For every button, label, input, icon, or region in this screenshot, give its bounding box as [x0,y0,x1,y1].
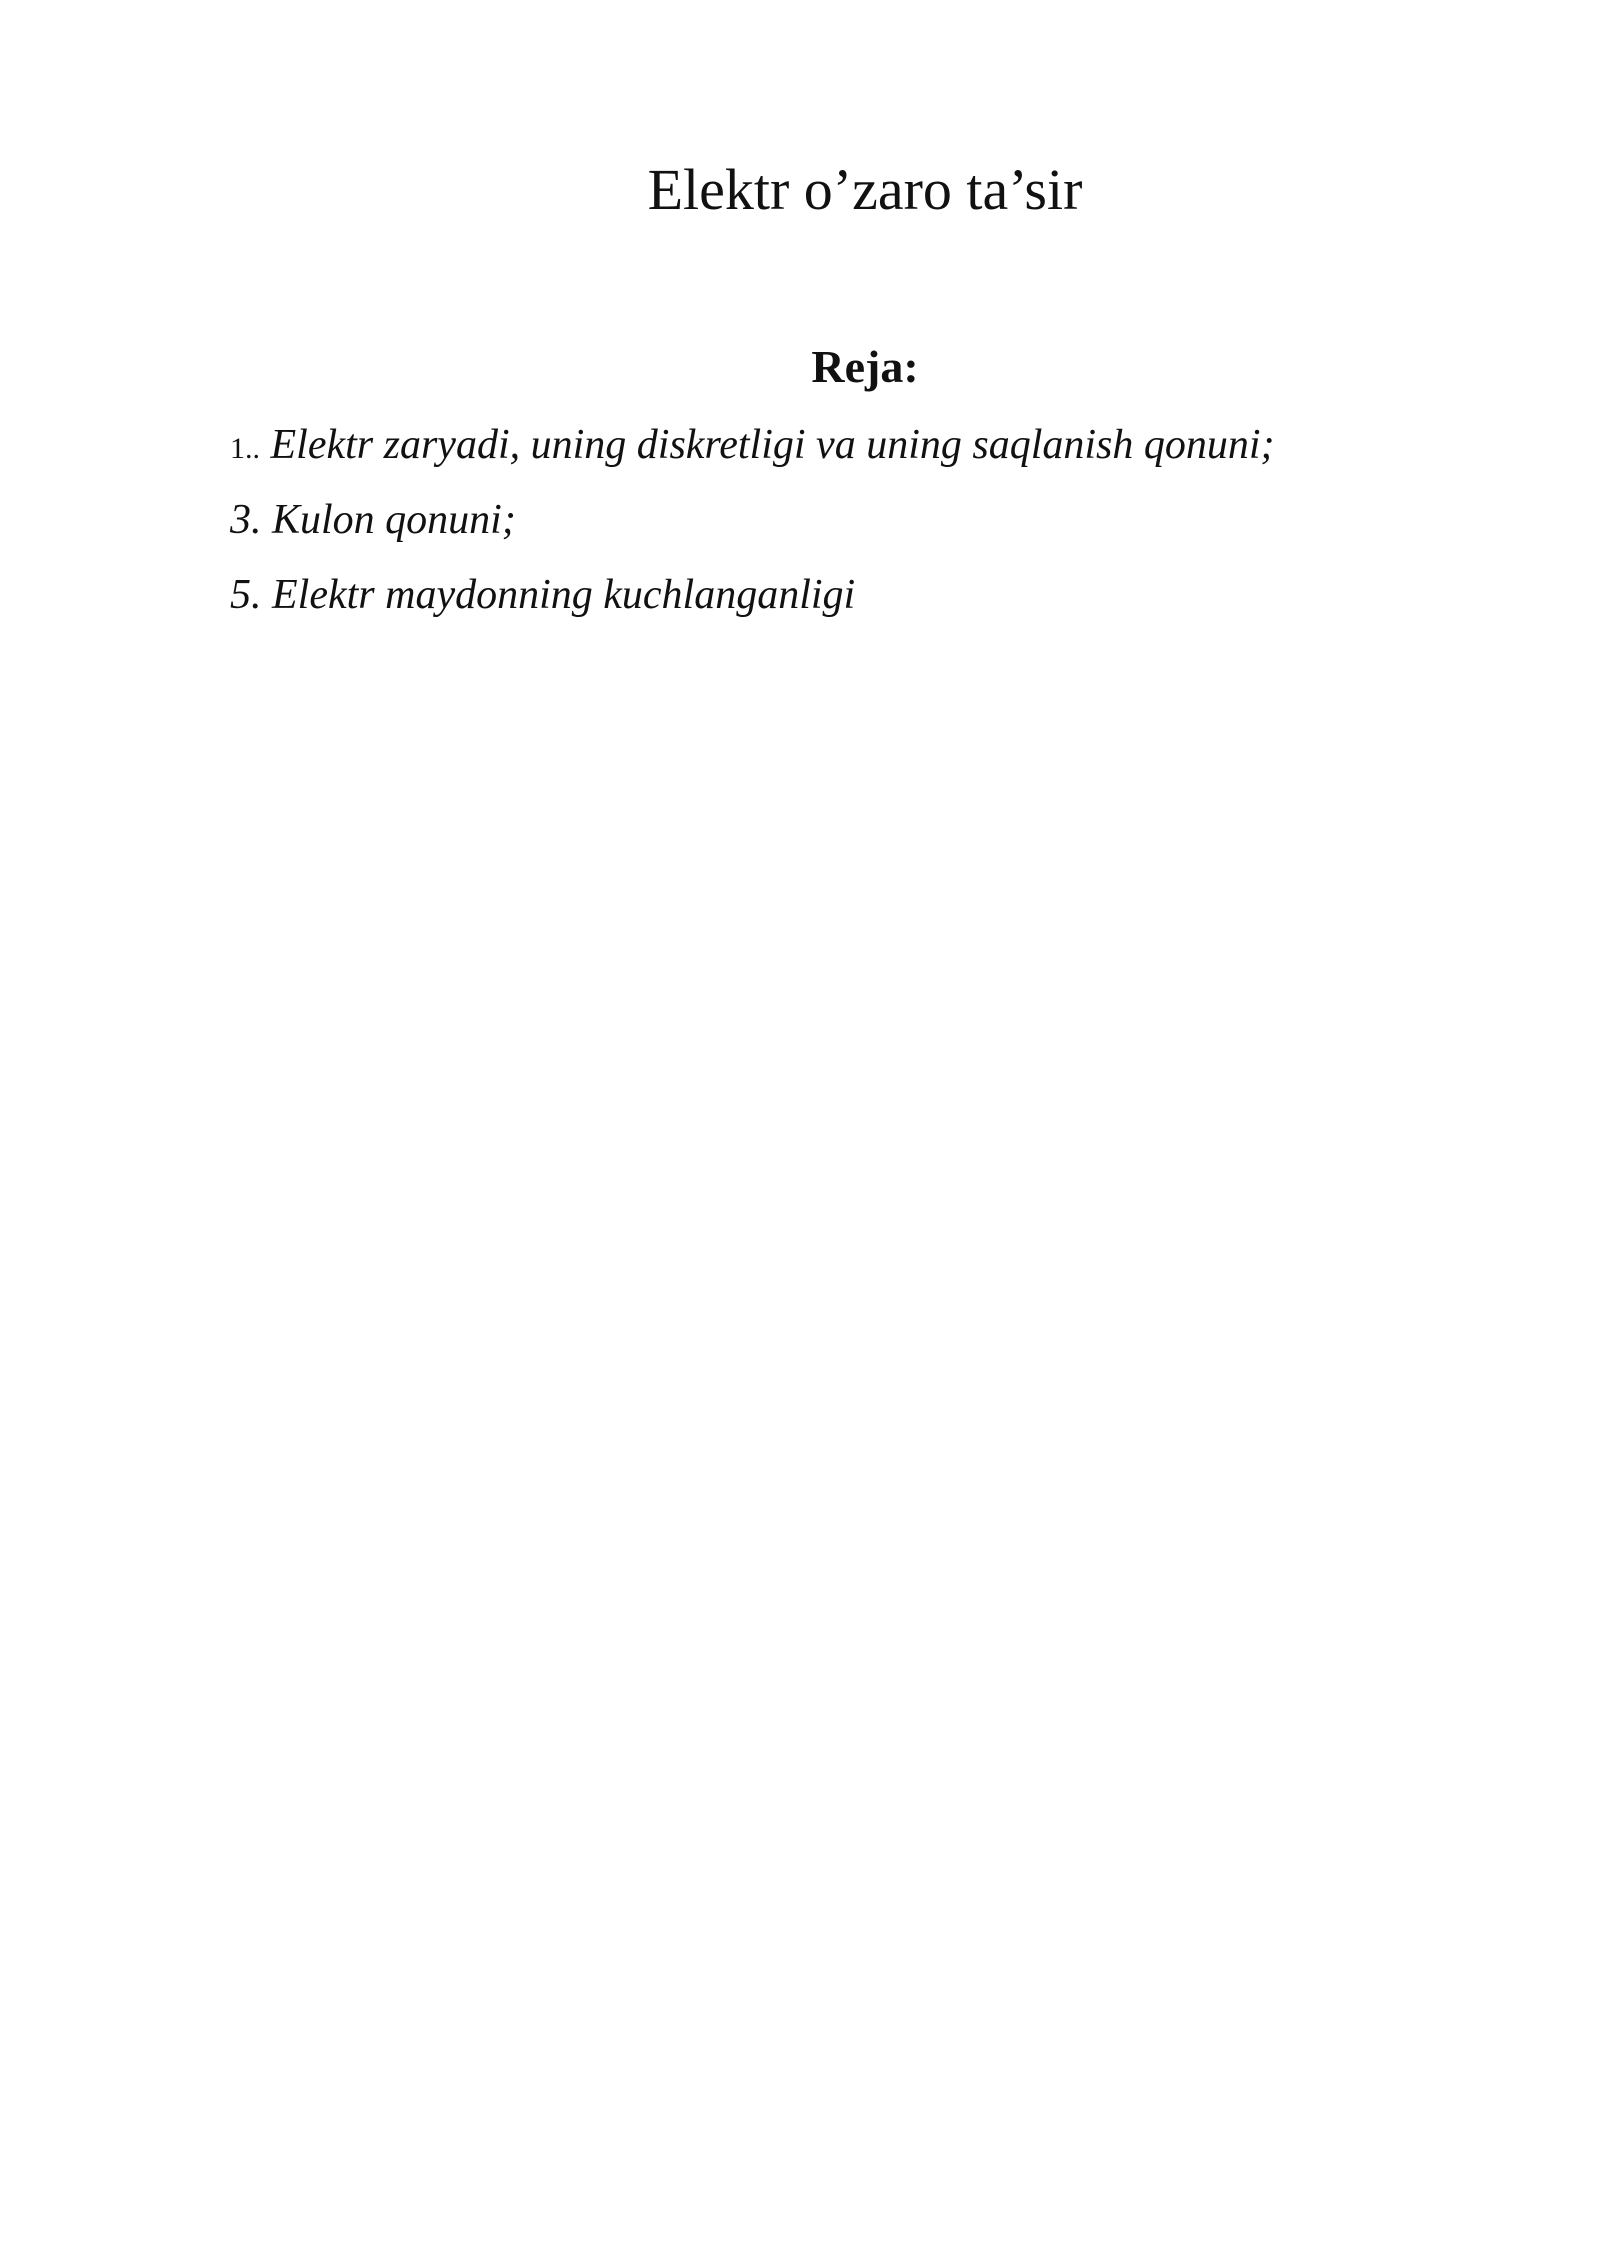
plan-item-text: Elektr zaryadi, uning diskretligi va uning saqlanish qonuni; [270,422,1275,468]
plan-item-text: Elektr maydonning kuchlanganligi [272,572,856,618]
plan-heading: Reja: [811,341,919,392]
plan-item-number: 5. [230,572,262,618]
plan-item-number: 1.. [230,432,260,465]
plan-list [230,415,1275,640]
plan-item [230,415,1275,475]
plan-item-number: 3. [230,497,262,543]
plan-item-text: Kulon qonuni; [272,497,516,543]
plan-item [230,490,1275,550]
plan-item [230,565,1275,625]
document-title: Elektr o’zaro ta’sir [647,157,1083,222]
